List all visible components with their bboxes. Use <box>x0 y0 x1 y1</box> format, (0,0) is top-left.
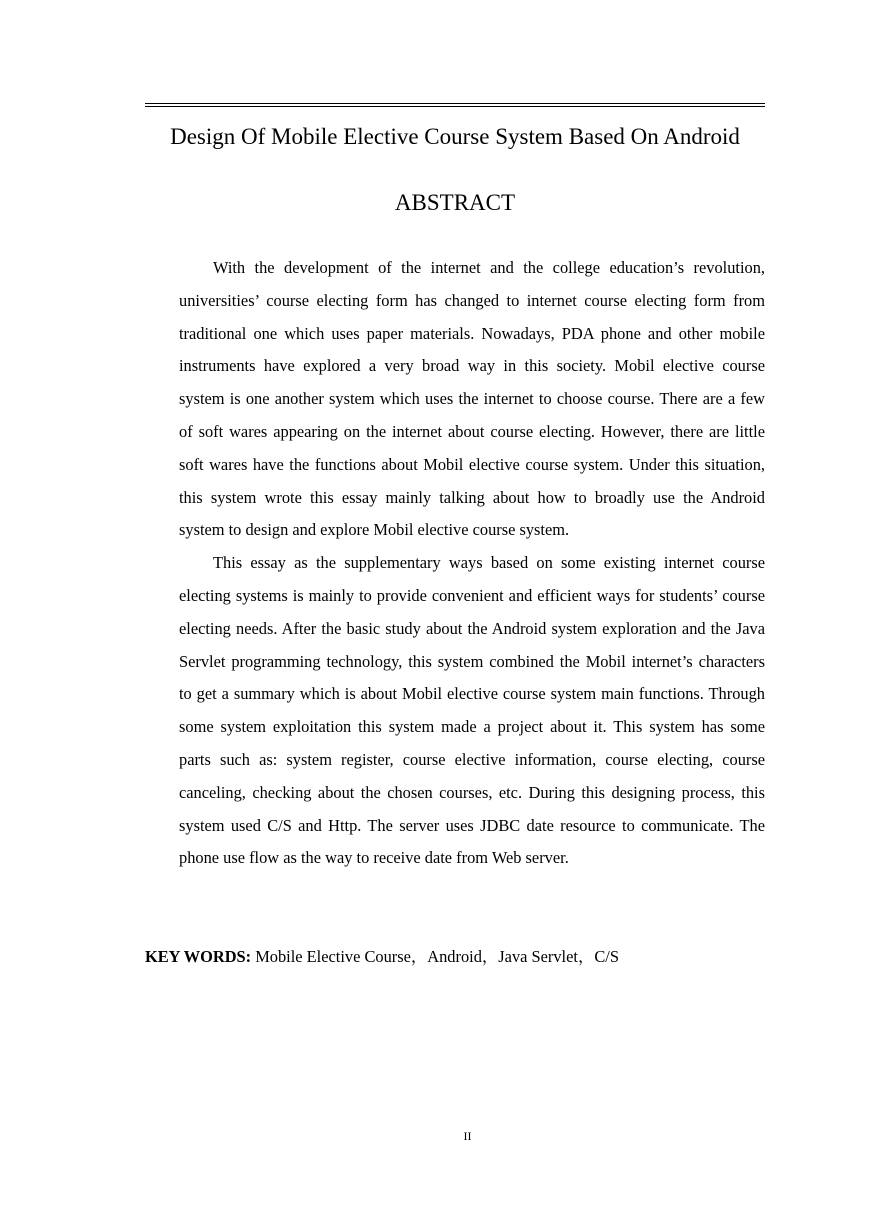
paragraph-line: parts such as: system register, course elective information, course electing, course <box>179 749 765 769</box>
keywords-label: KEY WORDS: <box>145 947 252 966</box>
paragraph-line: universities’ course electing form has changed to internet course electing form from <box>179 290 765 310</box>
keywords-line <box>145 942 765 972</box>
thesis-title: Design Of Mobile Elective Course System Based On Android <box>170 124 740 149</box>
abstract-paragraph-1 <box>145 252 765 547</box>
paragraph-line: of soft wares appearing on the internet about course electing. However, there are little <box>179 421 765 441</box>
abstract-heading: ABSTRACT <box>394 190 516 215</box>
paragraph-line: Servlet programming technology, this system combined the Mobil internet’s characters <box>179 651 765 671</box>
paragraph-line: electing systems is mainly to provide convenient and efficient ways for students’ course <box>179 585 765 605</box>
paragraph-line: instruments have explored a very broad way in this society. Mobil elective course <box>179 356 765 376</box>
paragraph-line: system is one another system which uses the internet to choose course. There are a few <box>179 389 765 409</box>
paragraph-line: This essay as the supplementary ways based on some existing internet course <box>213 553 765 573</box>
header-rule-thin <box>145 106 765 107</box>
paragraph-line: soft wares have the functions about Mobil elective course system. Under this situation, <box>179 454 765 474</box>
header-rule-thick <box>145 103 765 104</box>
paragraph-line: canceling, checking about the chosen courses, etc. During this designing process, this <box>179 782 765 802</box>
keywords-text: Mobile Elective Course，Android，Java Servlet，C/S <box>251 947 619 966</box>
paragraph-line: electing needs. After the basic study about the Android system exploration and the Java <box>179 618 765 638</box>
paragraph-line: system to design and explore Mobil elective course system. <box>179 520 570 540</box>
page-number: II <box>463 1129 472 1143</box>
paragraph-line: system used C/S and Http. The server uses JDBC date resource to communicate. The <box>179 815 765 835</box>
abstract-paragraph-2 <box>145 547 765 875</box>
paragraph-line: this system wrote this essay mainly talking about how to broadly use the Android <box>179 487 765 507</box>
paragraph-line: phone use flow as the way to receive date from Web server. <box>179 848 569 868</box>
paragraph-line: to get a summary which is about Mobil elective course system main functions. Through <box>179 684 765 704</box>
paragraph-line: With the development of the internet and the college education’s revolution, <box>213 258 765 277</box>
paragraph-line: some system exploitation this system made a project about it. This system has some <box>179 717 765 737</box>
paragraph-line: traditional one which uses paper materials. Nowadays, PDA phone and other mobile <box>179 323 765 343</box>
abstract-body <box>145 252 765 875</box>
